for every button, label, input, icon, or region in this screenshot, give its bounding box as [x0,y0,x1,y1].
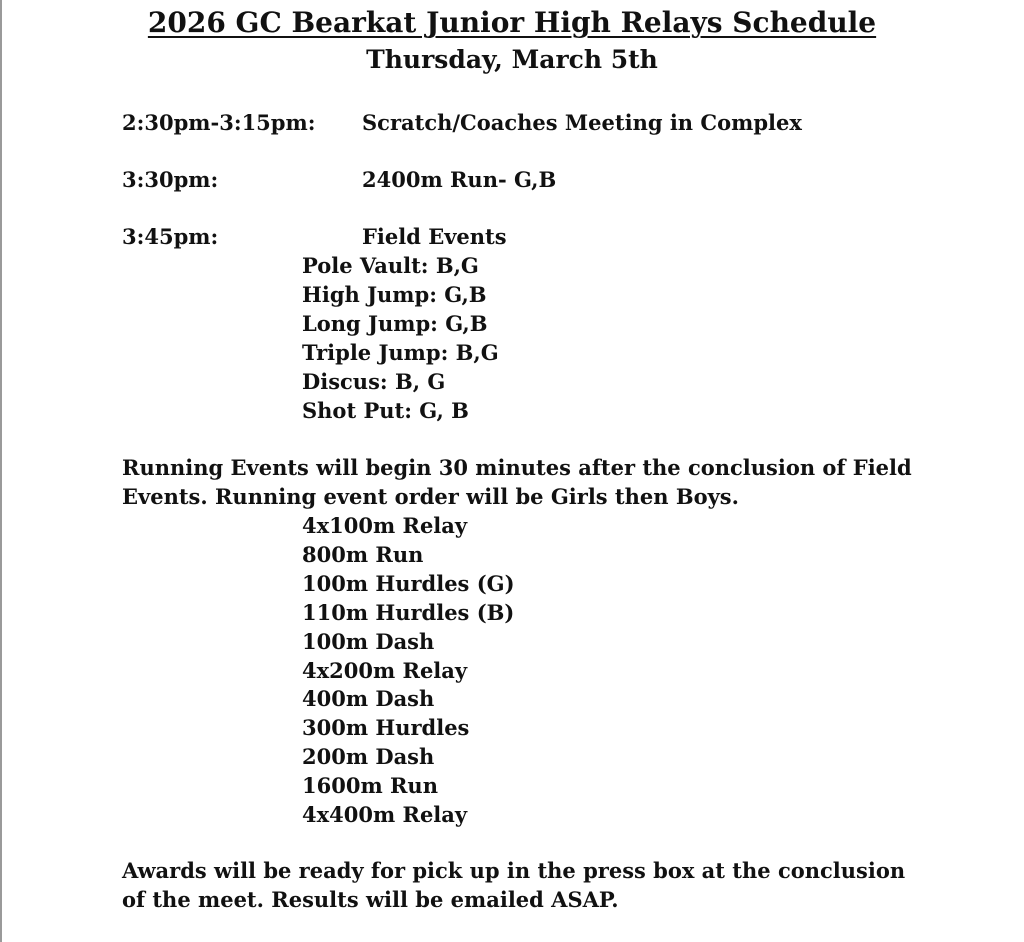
running-event-item: 400m Dash [302,686,435,712]
field-event-item: High Jump: G,B [302,281,487,307]
document-date: Thursday, March 5th [366,45,658,74]
schedule-event: 2400m Run- G,B [362,167,557,192]
schedule-time: 2:30pm-3:15pm: [122,110,316,135]
schedule-time: 3:30pm: [122,167,219,192]
running-event-item: 110m Hurdles (B) [302,599,515,625]
schedule-event: Scratch/Coaches Meeting in Complex [362,110,802,135]
page-left-border [0,0,2,942]
field-event-item: Long Jump: G,B [302,310,488,336]
running-event-item: 100m Hurdles (G) [302,570,515,596]
running-event-item: 4x100m Relay [302,513,468,538]
running-events-list [302,512,515,830]
running-events-note: Running Events will begin 30 minutes after the conclusion of Field Events. Running event order will be Girls then Boys. [122,455,912,509]
field-event-item: Discus: B, G [302,368,446,394]
running-event-item: 4x200m Relay [302,657,468,683]
running-event-item: 200m Dash [302,744,435,770]
schedule-time: 3:45pm: [122,224,219,249]
awards-note: Awards will be ready for pick up in the press box at the conclusion of the meet. Results will be emailed ASAP. [122,858,906,912]
field-event-item: Pole Vault: B,G [302,253,479,278]
running-event-item: 100m Dash [302,628,435,654]
running-event-item: 300m Hurdles [302,715,470,741]
running-event-item: 800m Run [302,541,424,567]
schedule-event: Field Events [362,224,507,249]
field-events-list [302,252,499,425]
field-event-item: Shot Put: G, B [302,397,469,423]
running-event-item: 4x400m Relay [302,802,468,828]
field-event-item: Triple Jump: B,G [302,339,499,365]
document-title: 2026 GC Bearkat Junior High Relays Schedule [147,6,877,39]
running-event-item: 1600m Run [302,773,438,799]
